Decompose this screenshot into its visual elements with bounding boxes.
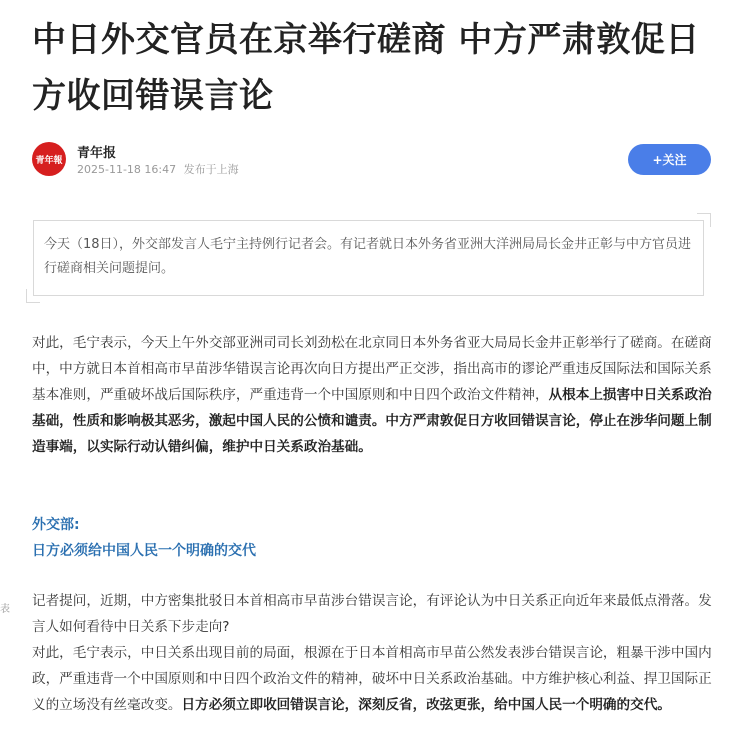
section-label: 外交部: bbox=[32, 517, 80, 533]
article-title: 中日外交官员在京举行磋商 中方严肃敦促日方收回错误言论 bbox=[32, 20, 700, 116]
decorative-corner bbox=[697, 213, 711, 227]
section-subtitle: 日方必须给中国人民一个明确的交代 bbox=[32, 543, 256, 559]
answer-text: 对此，毛宁表示，中日关系出现目前的局面，根源在于日本首相高市早苗公然发表涉台错误言论，粗暴干涉中国内政，严重违背一个中国原则和中日四个政治文件的精神，破坏中日关系政治基础。中方维护核心利益、捍卫国际正义的立场没有丝毫改变。 bbox=[32, 645, 712, 713]
side-mark: 表 bbox=[0, 604, 10, 615]
author-name[interactable]: 青年报 bbox=[77, 146, 117, 161]
decorative-corner bbox=[26, 289, 40, 303]
follow-button[interactable]: +关注 bbox=[628, 144, 711, 175]
paragraph-bold-text: 从根本上损害中日关系政治基础，性质和影响极其恶劣，激起中国人民的公愤和谴责。中方严肃敦促日方收回错误言论，停止在涉华问题上制造事端，以实际行动认错纠偏，维护中日关系政治基础。 bbox=[32, 387, 712, 455]
paragraph-text: 对此，毛宁表示，今天上午外交部亚洲司司长刘劲松在北京同日本外务省亚大局局长金井正彰举行了磋商。在磋商中，中方就日本首相高市早苗涉华错误言论再次向日方提出严正交涉，指出高市的谬论严重违反国际法和国际关系基本准则，严重破坏战后国际秩序，严重违背一个中国原则和中日四个政治文件精神， bbox=[32, 335, 712, 403]
author-info bbox=[32, 142, 712, 178]
summary-text: 今天（18日），外交部发言人毛宁主持例行记者会。有记者就日本外务省亚洲大洋洲局局长金井正彰与中方官员进行磋商相关问题提问。 bbox=[44, 237, 692, 276]
answer-paragraph bbox=[32, 640, 714, 718]
article-summary bbox=[33, 220, 704, 296]
publish-location: 发布于上海 bbox=[183, 163, 239, 176]
body-paragraph bbox=[32, 330, 714, 460]
publish-meta bbox=[77, 161, 239, 177]
answer-bold-text: 日方必须立即收回错误言论，深刻反省，改弦更张，给中国人民一个明确的交代。 bbox=[181, 697, 671, 713]
author-avatar[interactable] bbox=[32, 142, 66, 176]
avatar-text: 青年報 bbox=[35, 155, 63, 166]
question-text: 记者提问，近期，中方密集批驳日本首相高市早苗涉台错误言论，有评论认为中日关系正向近年来最低点滑落。发言人如何看待中日关系下步走向? bbox=[32, 593, 712, 635]
publish-date: 2025-11-18 16:47 bbox=[77, 163, 177, 176]
body-paragraph bbox=[32, 588, 714, 718]
